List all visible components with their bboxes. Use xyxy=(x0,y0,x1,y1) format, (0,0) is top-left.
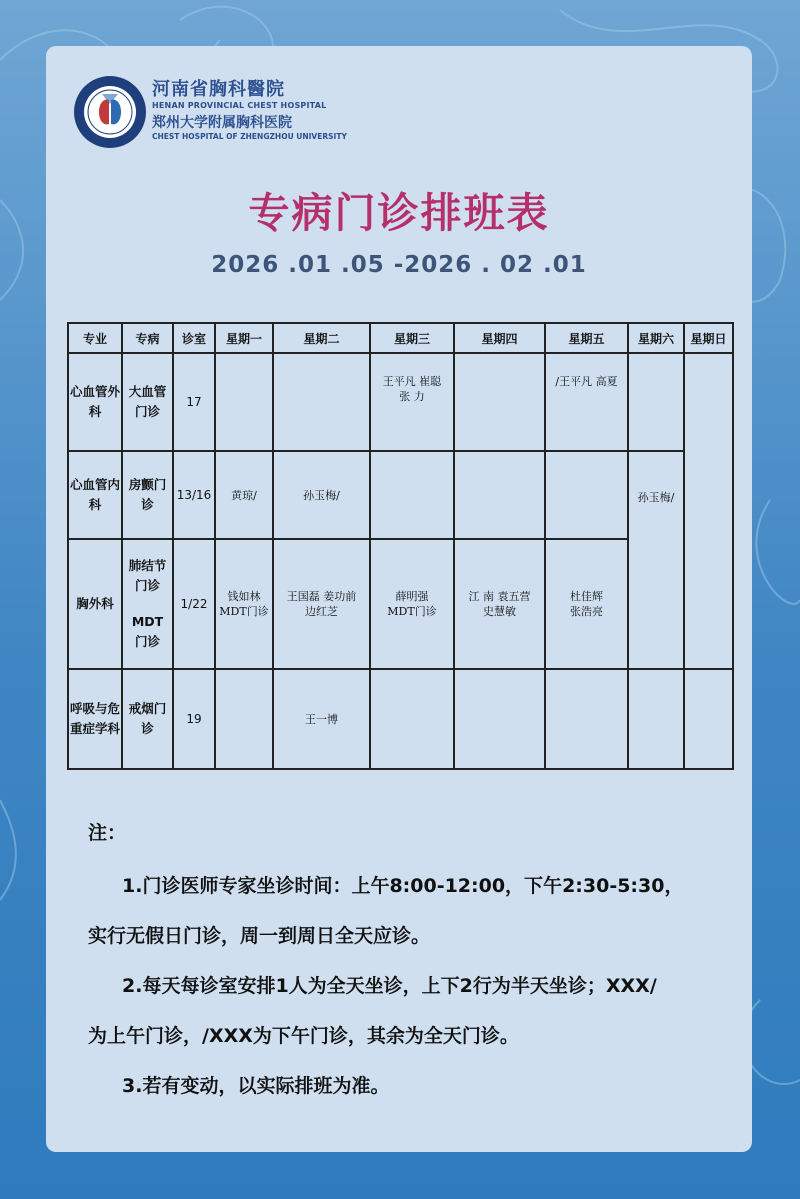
hospital-logo xyxy=(72,74,148,150)
mon-cell xyxy=(215,353,273,451)
mon-cell xyxy=(215,539,273,669)
wed-cell xyxy=(370,451,454,539)
thu-cell xyxy=(454,669,545,769)
tue-cell xyxy=(273,353,370,451)
header-thu: 星期四 xyxy=(454,323,545,353)
specialty-line xyxy=(123,596,172,612)
specialty-cell: 房颤门诊 xyxy=(122,451,173,539)
schedule-table xyxy=(67,322,734,770)
tue-cell: 王一博 xyxy=(273,669,370,769)
fri-cell xyxy=(545,669,628,769)
date-range: 2026 .01 .05 -2026 . 02 .01 xyxy=(211,252,587,278)
room-cell: 17 xyxy=(173,353,215,451)
header-room: 诊室 xyxy=(173,323,215,353)
fri-cell xyxy=(545,451,628,539)
sat-cell xyxy=(628,451,684,669)
mon-cell: 黄琼/ xyxy=(215,451,273,539)
doctor-line: 张浩亮 xyxy=(570,605,603,618)
specialty-cell: 大血管门诊 xyxy=(122,353,173,451)
doctor-line: MDT门诊 xyxy=(219,605,269,618)
table-row xyxy=(68,451,733,539)
mon-cell xyxy=(215,669,273,769)
hospital-subname-cn: 郑州大学附属胸科医院 xyxy=(152,115,292,131)
doctor-line: 孙玉梅/ xyxy=(637,491,675,504)
note-line: 2.每天每诊室安排1人为全天坐诊，上下2行为半天坐诊；XXX/ xyxy=(122,975,657,997)
table-header-row xyxy=(68,323,733,353)
doctor-line: 史慧敏 xyxy=(483,605,516,618)
header-sun: 星期日 xyxy=(684,323,733,353)
doctor-line: 杜佳辉 xyxy=(570,590,603,603)
header-wed: 星期三 xyxy=(370,323,454,353)
thu-cell xyxy=(454,353,545,451)
fri-cell: /王平凡 高夏 xyxy=(545,353,628,451)
thu-cell xyxy=(454,539,545,669)
dept-cell: 呼吸与危重症学科 xyxy=(68,669,122,769)
specialty-line: 门诊 xyxy=(134,578,160,593)
doctor-line: 钱如林 xyxy=(227,590,261,603)
page-title: 专病门诊排班表 xyxy=(248,189,550,237)
sat-cell xyxy=(628,669,684,769)
header-dept: 专业 xyxy=(68,323,122,353)
tue-cell: 孙玉梅/ xyxy=(273,451,370,539)
tue-cell xyxy=(273,539,370,669)
note-line: 1.门诊医师专家坐诊时间：上午8:00-12:00，下午2:30-5:30， xyxy=(122,875,684,897)
header-mon: 星期一 xyxy=(215,323,273,353)
specialty-cell: 戒烟门诊 xyxy=(122,669,173,769)
hospital-subname-en: CHEST HOSPITAL OF ZHENGZHOU UNIVERSITY xyxy=(152,132,347,141)
dept-cell: 心血管内科 xyxy=(68,451,122,539)
header-sat: 星期六 xyxy=(628,323,684,353)
specialty-cell xyxy=(122,539,173,669)
room-cell: 1/22 xyxy=(173,539,215,669)
room-cell: 13/16 xyxy=(173,451,215,539)
header-specialty: 专病 xyxy=(122,323,173,353)
doctor-line: MDT门诊 xyxy=(387,605,437,618)
doctor-line: 边红芝 xyxy=(305,605,338,618)
schedule-panel xyxy=(46,46,752,1152)
note-line: 实行无假日门诊，周一到周日全天应诊。 xyxy=(88,925,431,947)
wed-cell xyxy=(370,539,454,669)
hospital-name-en: HENAN PROVINCIAL CHEST HOSPITAL xyxy=(152,101,327,110)
wed-cell xyxy=(370,353,454,451)
doctor-line: 王平凡 崔聪 xyxy=(382,375,442,388)
note-line: 3.若有变动，以实际排班为准。 xyxy=(122,1075,390,1097)
note-line: 为上午门诊，/XXX为下午门诊，其余为全天门诊。 xyxy=(88,1025,519,1047)
sun-cell xyxy=(684,669,733,769)
dept-cell: 胸外科 xyxy=(68,539,122,669)
specialty-line: 门诊 xyxy=(134,634,160,649)
hospital-name-cn: 河南省胸科醫院 xyxy=(152,79,285,100)
thu-cell xyxy=(454,451,545,539)
header-fri: 星期五 xyxy=(545,323,628,353)
room-cell: 19 xyxy=(173,669,215,769)
wed-cell xyxy=(370,669,454,769)
specialty-line: MDT xyxy=(131,614,164,629)
doctor-line: 王国磊 姜功前 xyxy=(286,590,357,603)
doctor-line: 张 力 xyxy=(399,390,425,403)
doctor-line: 江 南 袁五营 xyxy=(468,590,531,603)
dept-cell: 心血管外科 xyxy=(68,353,122,451)
hospital-name-block xyxy=(152,80,347,142)
sun-cell-merged xyxy=(684,353,733,669)
table-row xyxy=(68,353,733,451)
fri-cell xyxy=(545,539,628,669)
specialty-line: 肺结节 xyxy=(128,558,167,573)
table-row xyxy=(68,669,733,769)
notes-section xyxy=(88,818,728,1111)
header-tue: 星期二 xyxy=(273,323,370,353)
doctor-line: 薛明强 xyxy=(395,590,429,603)
notes-label: 注： xyxy=(88,822,127,844)
sat-cell xyxy=(628,353,684,451)
